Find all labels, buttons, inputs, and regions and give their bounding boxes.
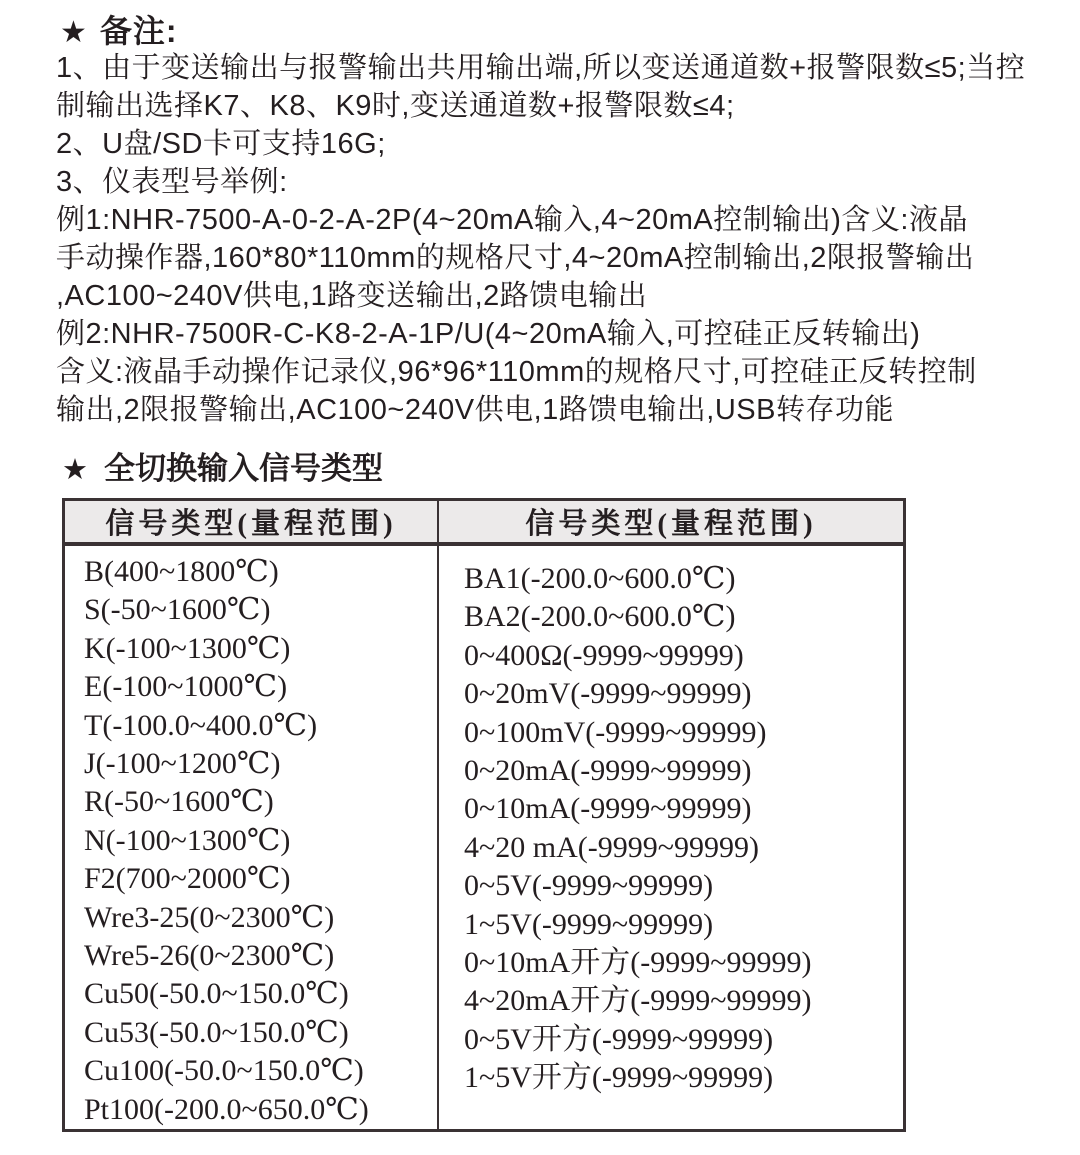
table-body-row	[65, 546, 903, 1129]
table-header-row	[65, 501, 903, 546]
signal-entry: R(-50~1600℃)	[84, 785, 274, 819]
signal-type-table	[62, 498, 906, 1132]
note-line: 手动操作器,160*80*110mm的规格尺寸,4~20mA控制输出,2限报警输出	[56, 242, 975, 274]
note-line: 输出,2限报警输出,AC100~240V供电,1路馈电输出,USB转存功能	[56, 394, 894, 426]
signal-entry: 4~20mA开方(-9999~99999)	[464, 984, 812, 1018]
signal-entry: J(-100~1200℃)	[84, 747, 281, 781]
signal-entry: Cu50(-50.0~150.0℃)	[84, 977, 349, 1011]
signal-entry: F2(700~2000℃)	[84, 862, 291, 896]
table-header-cell-right: 信号类型(量程范围)	[525, 508, 817, 540]
signal-entry: Cu100(-50.0~150.0℃)	[84, 1054, 364, 1088]
note-line: 例1:NHR-7500-A-0-2-A-2P(4~20mA输入,4~20mA控制输出)含义:液晶	[56, 204, 968, 236]
note-line: ,AC100~240V供电,1路变送输出,2路馈电输出	[56, 280, 648, 312]
note-line: 1、由于变送输出与报警输出共用输出端,所以变送通道数+报警限数≤5;当控	[56, 52, 1026, 84]
signal-entry: 0~10mA(-9999~99999)	[464, 792, 752, 826]
signal-entry: 1~5V(-9999~99999)	[464, 907, 714, 941]
signal-entry: 0~20mV(-9999~99999)	[464, 677, 752, 711]
signal-entry: S(-50~1600℃)	[84, 593, 271, 627]
notes-paragraph	[56, 49, 1046, 429]
signal-entry: 0~10mA开方(-9999~99999)	[464, 946, 812, 980]
signal-entry: K(-100~1300℃)	[84, 631, 291, 665]
signal-entry: Wre3-25(0~2300℃)	[84, 900, 335, 934]
signal-entry: BA1(-200.0~600.0℃)	[464, 562, 736, 595]
signal-entry: E(-100~1000℃)	[84, 670, 288, 704]
note-line: 制输出选择K7、K8、K9时,变送通道数+报警限数≤4;	[56, 90, 735, 122]
table-header-cell-left: 信号类型(量程范围)	[65, 501, 439, 542]
signal-entry: T(-100.0~400.0℃)	[84, 708, 318, 742]
signal-entry: 0~400Ω(-9999~99999)	[464, 638, 744, 672]
signal-entry: BA2(-200.0~600.0℃)	[464, 600, 736, 634]
signal-entry: N(-100~1300℃)	[84, 823, 291, 857]
signal-entry: Pt100(-200.0~650.0℃)	[84, 1092, 369, 1126]
signal-entry: 0~5V开方(-9999~99999)	[464, 1022, 774, 1056]
signal-entry: B(400~1800℃)	[84, 555, 279, 588]
signal-entry: 1~5V开方(-9999~99999)	[464, 1061, 774, 1095]
signal-entry: 0~20mA(-9999~99999)	[464, 754, 752, 788]
signal-entry: 0~100mV(-9999~99999)	[464, 715, 767, 749]
notes-heading-label: 备注:	[99, 13, 178, 49]
table-cell-left	[65, 546, 439, 1129]
note-line: 2、U盘/SD卡可支持16G;	[56, 128, 386, 160]
signal-entry: 0~5V(-9999~99999)	[464, 869, 714, 903]
signal-entry: Wre5-26(0~2300℃)	[84, 939, 335, 973]
note-line: 例2:NHR-7500R-C-K8-2-A-1P/U(4~20mA输入,可控硅正反转输出)	[56, 318, 921, 350]
note-line: 含义:液晶手动操作记录仪,96*96*110mm的规格尺寸,可控硅正反转控制	[56, 356, 977, 388]
star-icon: ★	[60, 16, 88, 49]
signal-entry: Cu53(-50.0~150.0℃)	[84, 1015, 349, 1049]
notes-heading	[60, 6, 178, 52]
star-icon: ★	[62, 454, 88, 486]
signal-entry: 4~20 mA(-9999~99999)	[464, 830, 759, 864]
section-heading-label: 全切换输入信号类型	[104, 451, 383, 486]
table-cell-right	[439, 546, 903, 1129]
note-line: 3、仪表型号举例:	[56, 166, 288, 198]
section-heading	[62, 443, 383, 488]
